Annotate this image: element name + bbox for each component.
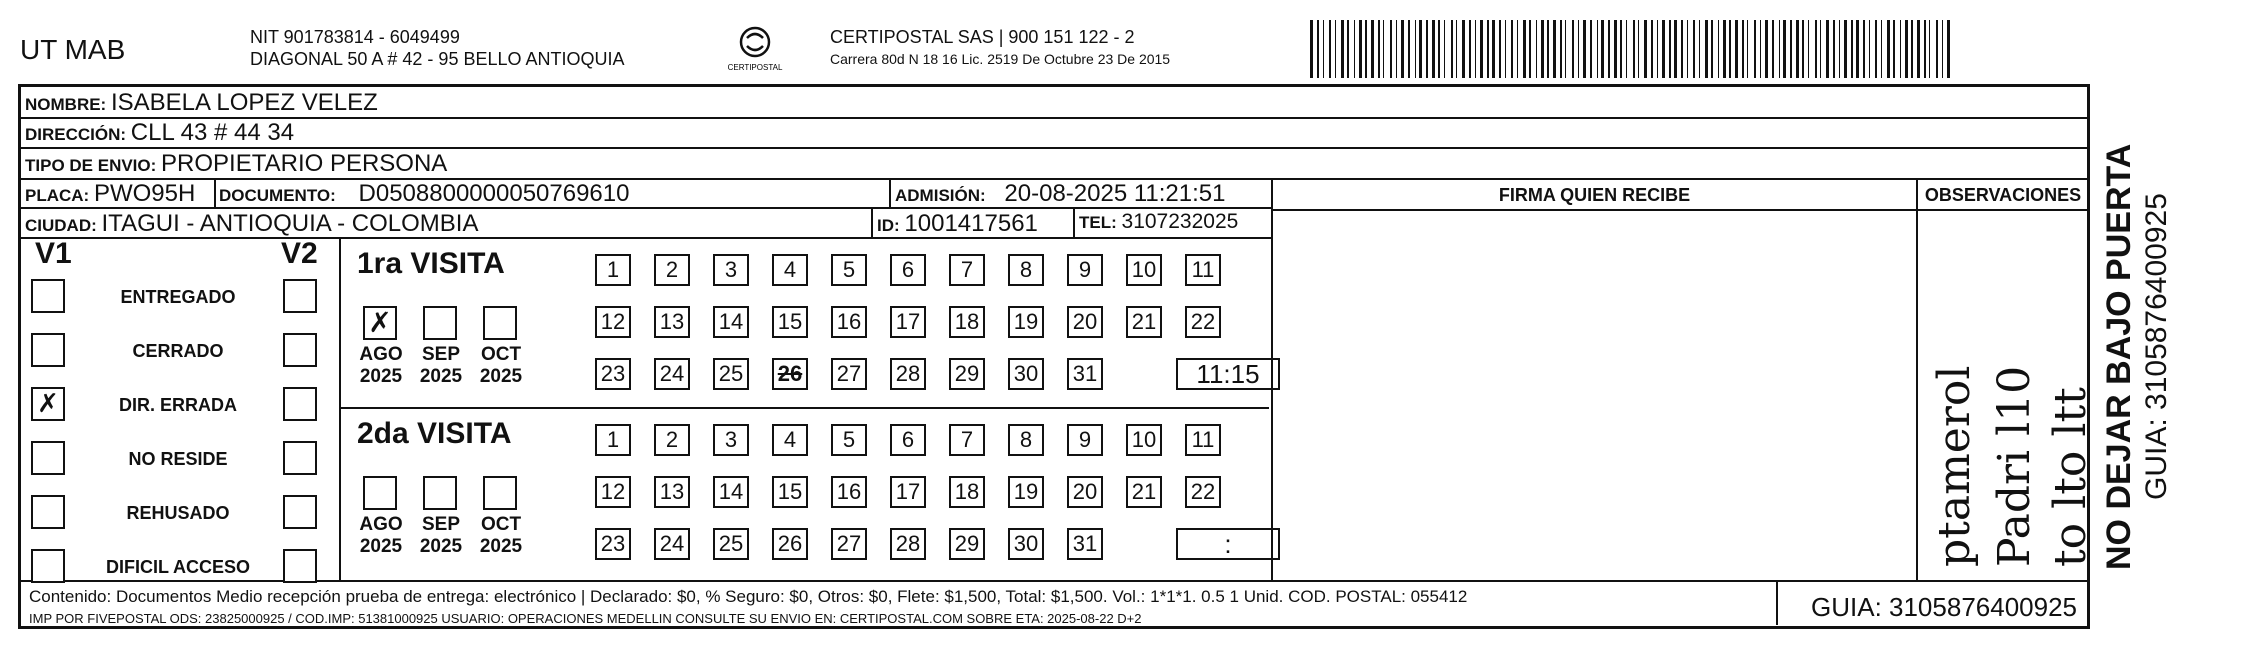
placa-field bbox=[25, 180, 195, 208]
visit2-day-11[interactable]: 11 bbox=[1185, 424, 1221, 456]
visit2-day-2[interactable]: 2 bbox=[654, 424, 690, 456]
visit2-day-24[interactable]: 24 bbox=[654, 528, 690, 560]
barcode bbox=[1310, 20, 1950, 78]
visit2-month-checkbox[interactable] bbox=[423, 476, 457, 510]
company-info bbox=[250, 26, 625, 70]
tel-label: TEL: bbox=[1079, 213, 1117, 232]
v2-checkbox[interactable] bbox=[283, 387, 317, 421]
visit2-month-label: OCT 2025 bbox=[479, 514, 523, 557]
visit2-day-8[interactable]: 8 bbox=[1008, 424, 1044, 456]
ciudad-field bbox=[25, 210, 478, 238]
visit2-day-14[interactable]: 14 bbox=[713, 476, 749, 508]
visit1-day-29[interactable]: 29 bbox=[949, 358, 985, 390]
v2-checkbox[interactable] bbox=[283, 495, 317, 529]
visit2-day-23[interactable]: 23 bbox=[595, 528, 631, 560]
tel-field bbox=[1079, 210, 1238, 234]
visit1-day-12[interactable]: 12 bbox=[595, 306, 631, 338]
tipo-envio-value: PROPIETARIO PERSONA bbox=[161, 150, 448, 177]
nombre-value: ISABELA LOPEZ VELEZ bbox=[110, 89, 378, 116]
visit2-month-label: AGO 2025 bbox=[359, 514, 403, 557]
carrier-name: CERTIPOSTAL SAS | 900 151 122 - 2 bbox=[830, 27, 1135, 47]
visit1-day-6[interactable]: 6 bbox=[890, 254, 926, 286]
visit2-time-field[interactable]: : bbox=[1176, 528, 1280, 560]
visit2-day-13[interactable]: 13 bbox=[654, 476, 690, 508]
visit2-day-12[interactable]: 12 bbox=[595, 476, 631, 508]
v2-checkbox[interactable] bbox=[283, 333, 317, 367]
documento-label: DOCUMENTO: bbox=[219, 186, 336, 205]
tel-value: 3107232025 bbox=[1121, 210, 1239, 233]
visit1-day-11[interactable]: 11 bbox=[1185, 254, 1221, 286]
status-label: NO RESIDE bbox=[128, 449, 228, 469]
v1-checkbox[interactable] bbox=[31, 441, 65, 475]
visit1-month-label: AGO 2025 bbox=[359, 344, 403, 387]
v1-checkbox[interactable] bbox=[31, 279, 65, 313]
visit2-day-25[interactable]: 25 bbox=[713, 528, 749, 560]
visit2-day-18[interactable]: 18 bbox=[949, 476, 985, 508]
footer-tracking: IMP POR FIVEPOSTAL ODS: 23825000925 / COD.IMP: 51381000925 USUARIO: OPERACIONES MEDELLIN CONSULTE SU ENVIO EN: CERTIPOSTAL.COM SOBRE ETA: 2025-08-22 D+2 bbox=[29, 611, 1142, 626]
visit2-day-10[interactable]: 10 bbox=[1126, 424, 1162, 456]
visit1-time-field[interactable]: 11:15 bbox=[1176, 358, 1280, 390]
visit2-day-6[interactable]: 6 bbox=[890, 424, 926, 456]
visit2-month-label: SEP 2025 bbox=[419, 514, 463, 557]
nombre-field bbox=[25, 89, 378, 117]
visit1-day-26[interactable]: 26 bbox=[772, 358, 808, 390]
visit2-day-3[interactable]: 3 bbox=[713, 424, 749, 456]
visit1-day-7[interactable]: 7 bbox=[949, 254, 985, 286]
observation-note-2: Padri l10 bbox=[1989, 365, 2040, 567]
ciudad-value: ITAGUI - ANTIOQUIA - COLOMBIA bbox=[101, 210, 479, 237]
visit1-day-23[interactable]: 23 bbox=[595, 358, 631, 390]
visit1-day-27[interactable]: 27 bbox=[831, 358, 867, 390]
nombre-label: NOMBRE: bbox=[25, 95, 107, 114]
id-field bbox=[877, 210, 1038, 238]
visit2-day-28[interactable]: 28 bbox=[890, 528, 926, 560]
visit1-day-17[interactable]: 17 bbox=[890, 306, 926, 338]
status-label: DIFICIL ACCESO bbox=[105, 557, 250, 577]
v2-checkbox[interactable] bbox=[283, 279, 317, 313]
visit1-day-21[interactable]: 21 bbox=[1126, 306, 1162, 338]
v2-checkbox[interactable] bbox=[283, 441, 317, 475]
tipo-envio-label: TIPO DE ENVIO: bbox=[25, 156, 157, 175]
visit2-day-21[interactable]: 21 bbox=[1126, 476, 1162, 508]
admision-value: 20-08-2025 11:21:51 bbox=[1004, 180, 1226, 207]
visit2-day-19[interactable]: 19 bbox=[1008, 476, 1044, 508]
v1-checkbox[interactable] bbox=[31, 333, 65, 367]
ciudad-label: CIUDAD: bbox=[25, 216, 97, 235]
visit2-day-30[interactable]: 30 bbox=[1008, 528, 1044, 560]
visit2-day-29[interactable]: 29 bbox=[949, 528, 985, 560]
visit2-day-5[interactable]: 5 bbox=[831, 424, 867, 456]
v1-header: V1 bbox=[35, 237, 72, 270]
visit1-day-13[interactable]: 13 bbox=[654, 306, 690, 338]
company-address: DIAGONAL 50 A # 42 - 95 BELLO ANTIOQUIA bbox=[250, 49, 625, 69]
visit1-day-9[interactable]: 9 bbox=[1067, 254, 1103, 286]
v1-checkbox[interactable] bbox=[31, 495, 65, 529]
visit1-day-15[interactable]: 15 bbox=[772, 306, 808, 338]
visit1-month-checkbox[interactable]: ✗ bbox=[363, 306, 397, 340]
visit2-day-22[interactable]: 22 bbox=[1185, 476, 1221, 508]
delivery-form bbox=[18, 84, 2096, 629]
visit2-day-9[interactable]: 9 bbox=[1067, 424, 1103, 456]
visit2-day-7[interactable]: 7 bbox=[949, 424, 985, 456]
documento-field bbox=[219, 180, 629, 208]
visit1-day-31[interactable]: 31 bbox=[1067, 358, 1103, 390]
carrier-info bbox=[830, 26, 1170, 70]
visit2-title: 2da VISITA bbox=[357, 417, 512, 450]
visit2-day-4[interactable]: 4 bbox=[772, 424, 808, 456]
status-label: ENTREGADO bbox=[120, 287, 236, 307]
visit2-day-26[interactable]: 26 bbox=[772, 528, 808, 560]
status-label: CERRADO bbox=[132, 341, 224, 361]
carrier-license: Carrera 80d N 18 16 Lic. 2519 De Octubre 23 De 2015 bbox=[830, 51, 1171, 67]
v1-checkbox[interactable] bbox=[31, 549, 65, 583]
header bbox=[10, 20, 1930, 80]
tipo-envio-field bbox=[25, 150, 447, 178]
visit1-day-28[interactable]: 28 bbox=[890, 358, 926, 390]
admision-field bbox=[895, 180, 1225, 208]
status-label: REHUSADO bbox=[126, 503, 230, 523]
v1-checkbox[interactable]: ✗ bbox=[31, 387, 65, 421]
visit2-day-31[interactable]: 31 bbox=[1067, 528, 1103, 560]
id-label: ID: bbox=[877, 216, 900, 235]
footer-guia: GUIA: 3105876400925 bbox=[1811, 592, 2077, 622]
visit1-day-20[interactable]: 20 bbox=[1067, 306, 1103, 338]
visit1-month-label: SEP 2025 bbox=[419, 344, 463, 387]
company-nit: NIT 901783814 - 6049499 bbox=[250, 27, 460, 47]
visit1-day-18[interactable]: 18 bbox=[949, 306, 985, 338]
side-panel bbox=[2090, 100, 2220, 580]
visit1-day-24[interactable]: 24 bbox=[654, 358, 690, 390]
observation-note-1: ptamerol bbox=[1929, 365, 1980, 567]
visit1-day-22[interactable]: 22 bbox=[1185, 306, 1221, 338]
id-value: 1001417561 bbox=[904, 210, 1038, 237]
direccion-field bbox=[25, 119, 294, 147]
visit2-day-27[interactable]: 27 bbox=[831, 528, 867, 560]
v2-header: V2 bbox=[281, 237, 318, 270]
visit2-day-15[interactable]: 15 bbox=[772, 476, 808, 508]
footer-content: Contenido: Documentos Medio recepción prueba de entrega: electrónico | Declarado: $0, % Seguro: $0, Otros: $0, Flete: $1,500, Total: $1,500. Vol.: 1*1*1. 0.5 1 Unid. COD. POSTAL: 055412 bbox=[29, 587, 1468, 606]
company-name: UT MAB bbox=[20, 34, 126, 65]
direccion-label: DIRECCIÓN: bbox=[25, 125, 127, 144]
side-guia: GUIA: 3105876400925 bbox=[2140, 193, 2173, 500]
firma-header: FIRMA QUIEN RECIBE bbox=[1498, 185, 1691, 205]
visit1-month-checkbox[interactable] bbox=[483, 306, 517, 340]
observation-note-3: to lto ltt bbox=[2045, 387, 2096, 567]
direccion-value: CLL 43 # 44 34 bbox=[130, 119, 295, 146]
visit1-day-5[interactable]: 5 bbox=[831, 254, 867, 286]
visit1-day-3[interactable]: 3 bbox=[713, 254, 749, 286]
visit1-month-checkbox[interactable] bbox=[423, 306, 457, 340]
side-warning: NO DEJAR BAJO PUERTA bbox=[2100, 143, 2138, 570]
visit1-day-25[interactable]: 25 bbox=[713, 358, 749, 390]
visit2-day-1[interactable]: 1 bbox=[595, 424, 631, 456]
visit1-day-2[interactable]: 2 bbox=[654, 254, 690, 286]
visit1-day-19[interactable]: 19 bbox=[1008, 306, 1044, 338]
visit1-day-14[interactable]: 14 bbox=[713, 306, 749, 338]
visit2-month-checkbox[interactable] bbox=[483, 476, 517, 510]
v2-checkbox[interactable] bbox=[283, 549, 317, 583]
visit2-day-17[interactable]: 17 bbox=[890, 476, 926, 508]
status-label: DIR. ERRADA bbox=[118, 395, 237, 415]
visit1-day-8[interactable]: 8 bbox=[1008, 254, 1044, 286]
visit2-day-16[interactable]: 16 bbox=[831, 476, 867, 508]
visit1-day-16[interactable]: 16 bbox=[831, 306, 867, 338]
visit1-month-label: OCT 2025 bbox=[479, 344, 523, 387]
observaciones-header: OBSERVACIONES bbox=[1924, 185, 2082, 205]
visit1-day-10[interactable]: 10 bbox=[1126, 254, 1162, 286]
documento-value: D0508800000050769610 bbox=[358, 180, 630, 207]
visit1-day-4[interactable]: 4 bbox=[772, 254, 808, 286]
placa-label: PLACA: bbox=[25, 186, 90, 205]
certipostal-logo bbox=[720, 24, 790, 74]
visit1-day-30[interactable]: 30 bbox=[1008, 358, 1044, 390]
admision-label: ADMISIÓN: bbox=[895, 186, 986, 205]
visit1-day-1[interactable]: 1 bbox=[595, 254, 631, 286]
visit2-month-checkbox[interactable] bbox=[363, 476, 397, 510]
visit1-title: 1ra VISITA bbox=[357, 247, 505, 280]
visit2-day-20[interactable]: 20 bbox=[1067, 476, 1103, 508]
placa-value: PWO95H bbox=[93, 180, 196, 207]
logo-text: CERTIPOSTAL bbox=[727, 63, 783, 72]
